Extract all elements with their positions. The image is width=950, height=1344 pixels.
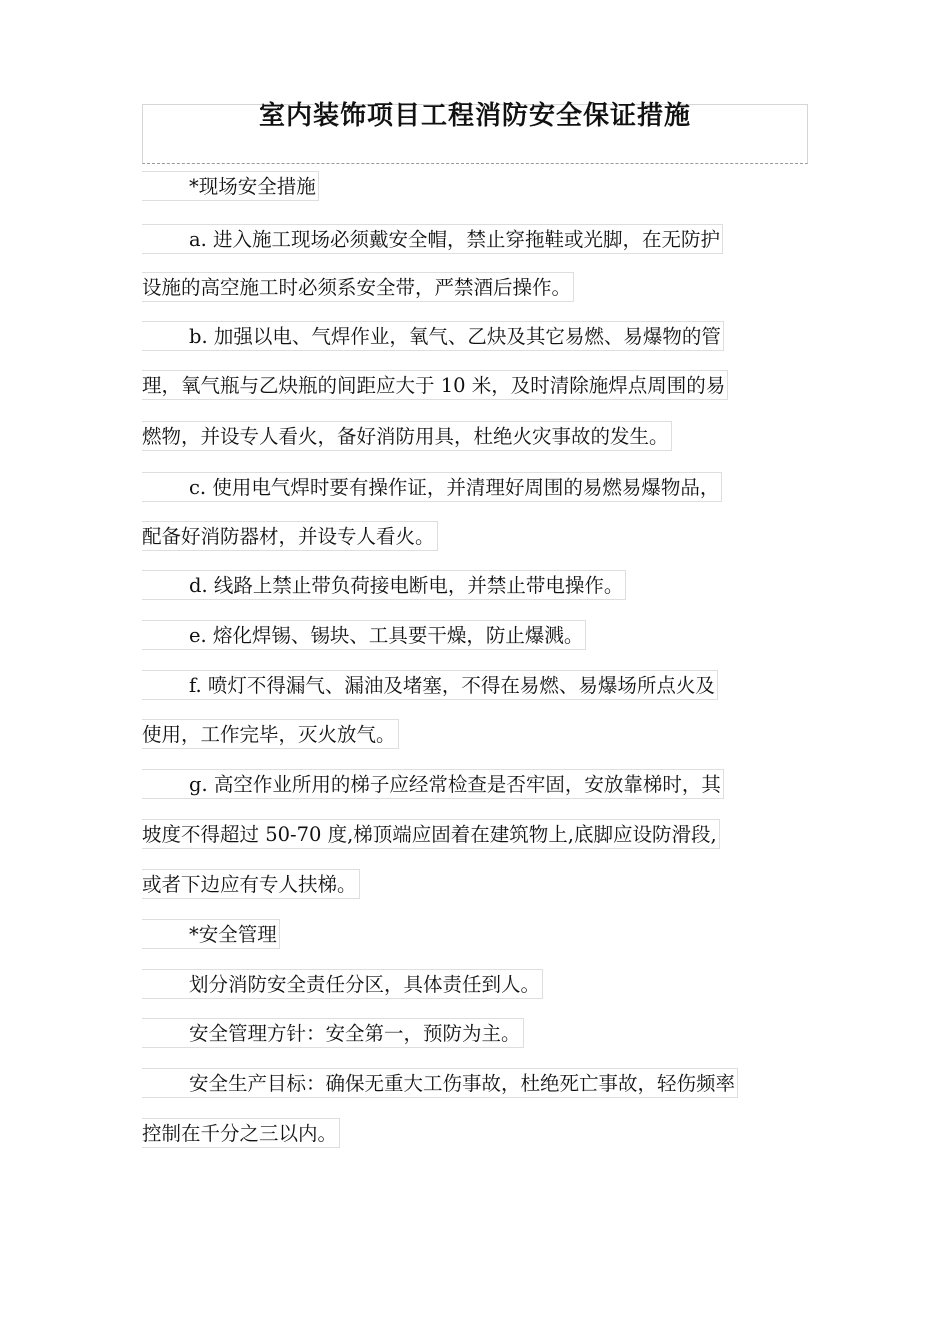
body-line: f. 喷灯不得漏气、漏油及堵塞，不得在易燃、易爆场所点火及 <box>142 670 718 700</box>
body-line: 配备好消防器材，并设专人看火。 <box>142 521 438 551</box>
body-line: 或者下边应有专人扶梯。 <box>142 869 360 899</box>
body-line: 安全管理方针：安全第一，预防为主。 <box>142 1018 524 1048</box>
document-title: 室内装饰项目工程消防安全保证措施 <box>258 101 691 131</box>
body-line: g. 高空作业所用的梯子应经常检查是否牢固，安放靠梯时，其 <box>142 769 724 799</box>
body-line: 设施的高空施工时必须系安全带，严禁酒后操作。 <box>142 272 574 302</box>
body-line: b. 加强以电、气焊作业，氧气、乙炔及其它易燃、易爆物的管 <box>142 321 724 351</box>
body-line: 安全生产目标：确保无重大工伤事故，杜绝死亡事故，轻伤频率 <box>142 1068 738 1098</box>
body-line: 使用，工作完毕，灭火放气。 <box>142 719 399 749</box>
body-line: e. 熔化焊锡、锡块、工具要干燥，防止爆溅。 <box>142 620 586 650</box>
body-line: c. 使用电气焊时要有操作证，并清理好周围的易燃易爆物品， <box>142 472 722 502</box>
body-line: 划分消防安全责任分区，具体责任到人。 <box>142 969 543 999</box>
body-line: 控制在千分之三以内。 <box>142 1118 340 1148</box>
body-line: *安全管理 <box>142 919 280 949</box>
body-line: 坡度不得超过 50-70 度,梯顶端应固着在建筑物上,底脚应设防滑段, <box>142 819 720 849</box>
body-line: *现场安全措施 <box>142 171 319 201</box>
body-line: 燃物，并设专人看火，备好消防用具，杜绝火灾事故的发生。 <box>142 421 672 451</box>
body-line: d. 线路上禁止带负荷接电断电，并禁止带电操作。 <box>142 570 626 600</box>
body-line: 理，氧气瓶与乙炔瓶的间距应大于 10 米，及时清除施焊点周围的易 <box>142 370 728 400</box>
body-line: a. 进入施工现场必须戴安全帽，禁止穿拖鞋或光脚，在无防护 <box>142 224 723 254</box>
